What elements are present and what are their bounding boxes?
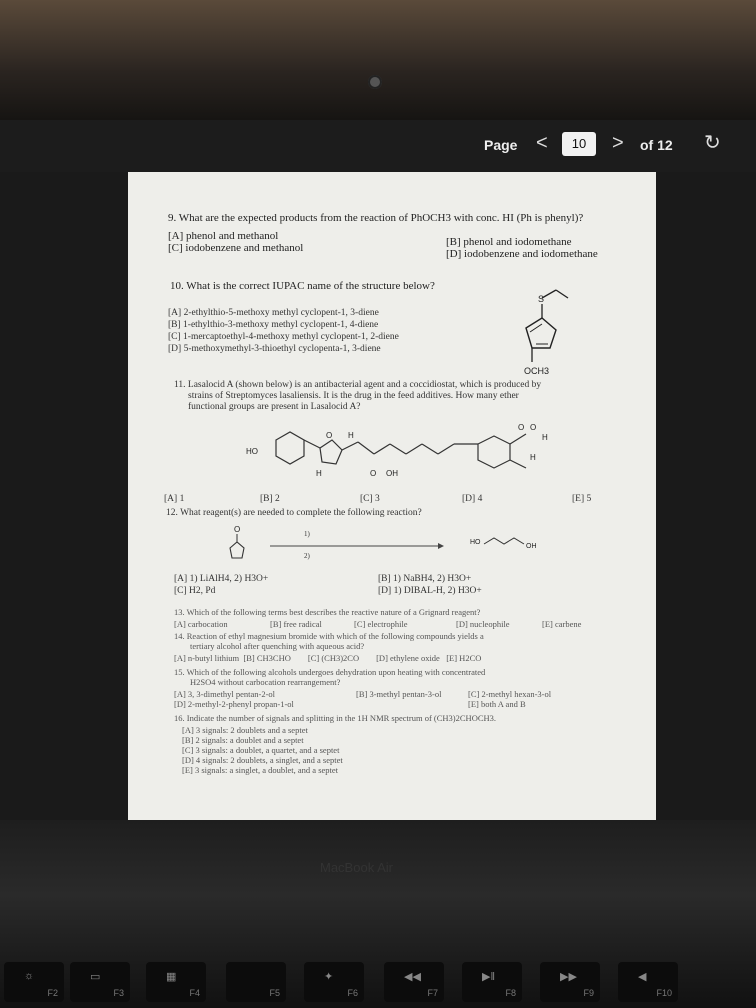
question-11-line3: functional groups are present in Lasalocid A?: [188, 402, 361, 412]
q9-option-a: [A] phenol and methanol: [168, 230, 279, 242]
q12-option-b: [B] 1) NaBH4, 2) H3O+: [378, 574, 472, 584]
question-10: 10. What is the correct IUPAC name of the structure below?: [170, 280, 435, 292]
q10-option-a: [A] 2-ethylthio-5-methoxy methyl cyclopent-1, 3-diene: [168, 308, 379, 318]
question-12: 12. What reagent(s) are needed to complete the following reaction?: [166, 508, 422, 518]
question-14-line1: 14. Reaction of ethyl magnesium bromide with which of the following compounds yields a: [174, 631, 484, 641]
label-o3: O: [518, 423, 525, 432]
reaction-step-2: 2): [304, 552, 310, 560]
q11-option-e: [E] 5: [572, 494, 592, 504]
q13-option-e: [E] carbene: [542, 619, 582, 629]
lasalocid-structure: [246, 420, 556, 490]
q9-option-d: [D] iodobenzene and iodomethane: [446, 248, 598, 260]
q13-option-c: [C] electrophile: [354, 619, 408, 629]
q10-option-c: [C] 1-mercaptoethyl-4-methoxy methyl cyclopent-1, 2-diene: [168, 332, 399, 342]
macbook-logo-text: MacBook Air: [320, 860, 393, 875]
pdf-page: [128, 172, 656, 820]
q11-option-a: [A] 1: [164, 494, 185, 504]
q11-option-d: [D] 4: [462, 494, 483, 504]
webcam: [368, 75, 382, 89]
product-ho-label: HO: [470, 539, 481, 546]
question-13: 13. Which of the following terms best describes the reactive nature of a Grignard reagent?: [174, 607, 481, 617]
label-oh: OH: [386, 469, 398, 478]
q16-option-e: [E] 3 signals: a singlet, a doublet, and a septet: [182, 765, 339, 775]
question-15-line2: H2SO4 without carbocation rearrangement?: [190, 677, 341, 687]
q12-option-d: [D] 1) DIBAL-H, 2) H3O+: [378, 586, 482, 596]
label-o2: O: [370, 469, 377, 478]
q16-option-b: [B] 2 signals: a doublet and a septet: [182, 735, 304, 745]
cyclopentadiene-structure: [498, 284, 588, 380]
q15-option-b: [B] 3-methyl pentan-3-ol: [356, 689, 442, 699]
label-h3: H: [542, 433, 548, 442]
q15-option-d: [D] 2-methyl-2-phenyl propan-1-ol: [174, 699, 294, 709]
label-h1: H: [316, 469, 322, 478]
key-f3[interactable]: ▭ F3: [70, 962, 130, 1002]
q11-option-c: [C] 3: [360, 494, 380, 504]
reactant-oxygen-label: O: [234, 525, 241, 534]
screen-bezel: [0, 0, 756, 120]
label-h4: H: [530, 453, 536, 462]
previous-page-button[interactable]: <: [536, 132, 548, 154]
reaction-step-1: 1): [304, 530, 310, 538]
key-f2[interactable]: ☼ F2: [4, 962, 64, 1002]
label-o1: O: [326, 431, 333, 440]
q15-option-c: [C] 2-methyl hexan-3-ol: [468, 689, 552, 699]
q13-option-b: [B] free radical: [270, 619, 322, 629]
key-f5[interactable]: F5: [226, 962, 286, 1002]
q15-option-a: [A] 3, 3-dimethyl pentan-2-ol: [174, 689, 276, 699]
key-f10[interactable]: ◀ F10: [618, 962, 678, 1002]
product-oh-label: OH: [526, 543, 537, 550]
page-number-input[interactable]: 10: [562, 132, 596, 156]
label-h2: H: [348, 431, 354, 440]
question-14-line2: tertiary alcohol after quenching with aqueous acid?: [190, 641, 365, 651]
q11-option-b: [B] 2: [260, 494, 280, 504]
q16-option-c: [C] 3 signals: a doublet, a quartet, and a septet: [182, 745, 340, 755]
page-label: Page: [484, 137, 518, 153]
q12-option-a: [A] 1) LiAlH4, 2) H3O+: [174, 574, 269, 584]
question-9: 9. What are the expected products from the reaction of PhOCH3 with conc. HI (Ph is phenyl)?: [168, 212, 584, 224]
q12-reaction-scheme: [218, 522, 598, 572]
q9-option-b: [B] phenol and iodomethane: [446, 236, 572, 248]
q12-option-c: [C] H2, Pd: [174, 586, 216, 596]
sulfur-label: S: [538, 294, 545, 304]
q15-option-e: [E] both A and B: [468, 699, 526, 709]
refresh-icon[interactable]: ↻: [704, 132, 721, 154]
q16-option-a: [A] 3 signals: 2 doublets and a septet: [182, 725, 308, 735]
question-16: 16. Indicate the number of signals and splitting in the 1H NMR spectrum of (CH3)2CHOCH3.: [174, 713, 497, 723]
methoxy-label: OCH3: [524, 366, 550, 376]
question-11-line2: strains of Streptomyces lasaliensis. It is the drug in the feed additives. How many ether: [188, 391, 519, 401]
key-f8[interactable]: ▶‖ F8: [462, 962, 522, 1002]
question-15-line1: 15. Which of the following alcohols undergoes dehydration upon heating with concentrated: [174, 667, 486, 677]
pdf-toolbar: [0, 120, 756, 172]
q16-option-d: [D] 4 signals: 2 doublets, a singlet, and a septet: [182, 755, 343, 765]
q13-option-a: [A] carbocation: [174, 619, 228, 629]
key-f4[interactable]: ▦ F4: [146, 962, 206, 1002]
q10-option-b: [B] 1-ethylthio-3-methoxy methyl cyclopent-1, 4-diene: [168, 320, 379, 330]
q14-options: [A] n-butyl lithium [B] CH3CHO [C] (CH3)2CO [D] ethylene oxide [E] H2CO: [174, 653, 482, 663]
q9-option-c: [C] iodobenzene and methanol: [168, 242, 304, 254]
key-f7[interactable]: ◀◀ F7: [384, 962, 444, 1002]
q13-option-d: [D] nucleophile: [456, 619, 510, 629]
next-page-button[interactable]: >: [612, 132, 624, 154]
label-o4: O: [530, 423, 537, 432]
q10-option-d: [D] 5-methoxymethyl-3-thioethyl cyclopenta-1, 3-diene: [168, 344, 381, 354]
key-f6[interactable]: ✦ F6: [304, 962, 364, 1002]
question-11-line1: 11. Lasalocid A (shown below) is an antibacterial agent and a coccidiostat, which is produced by: [174, 380, 542, 390]
key-f9[interactable]: ▶▶ F9: [540, 962, 600, 1002]
page-count: of 12: [640, 137, 673, 153]
label-ho: HO: [246, 447, 258, 456]
